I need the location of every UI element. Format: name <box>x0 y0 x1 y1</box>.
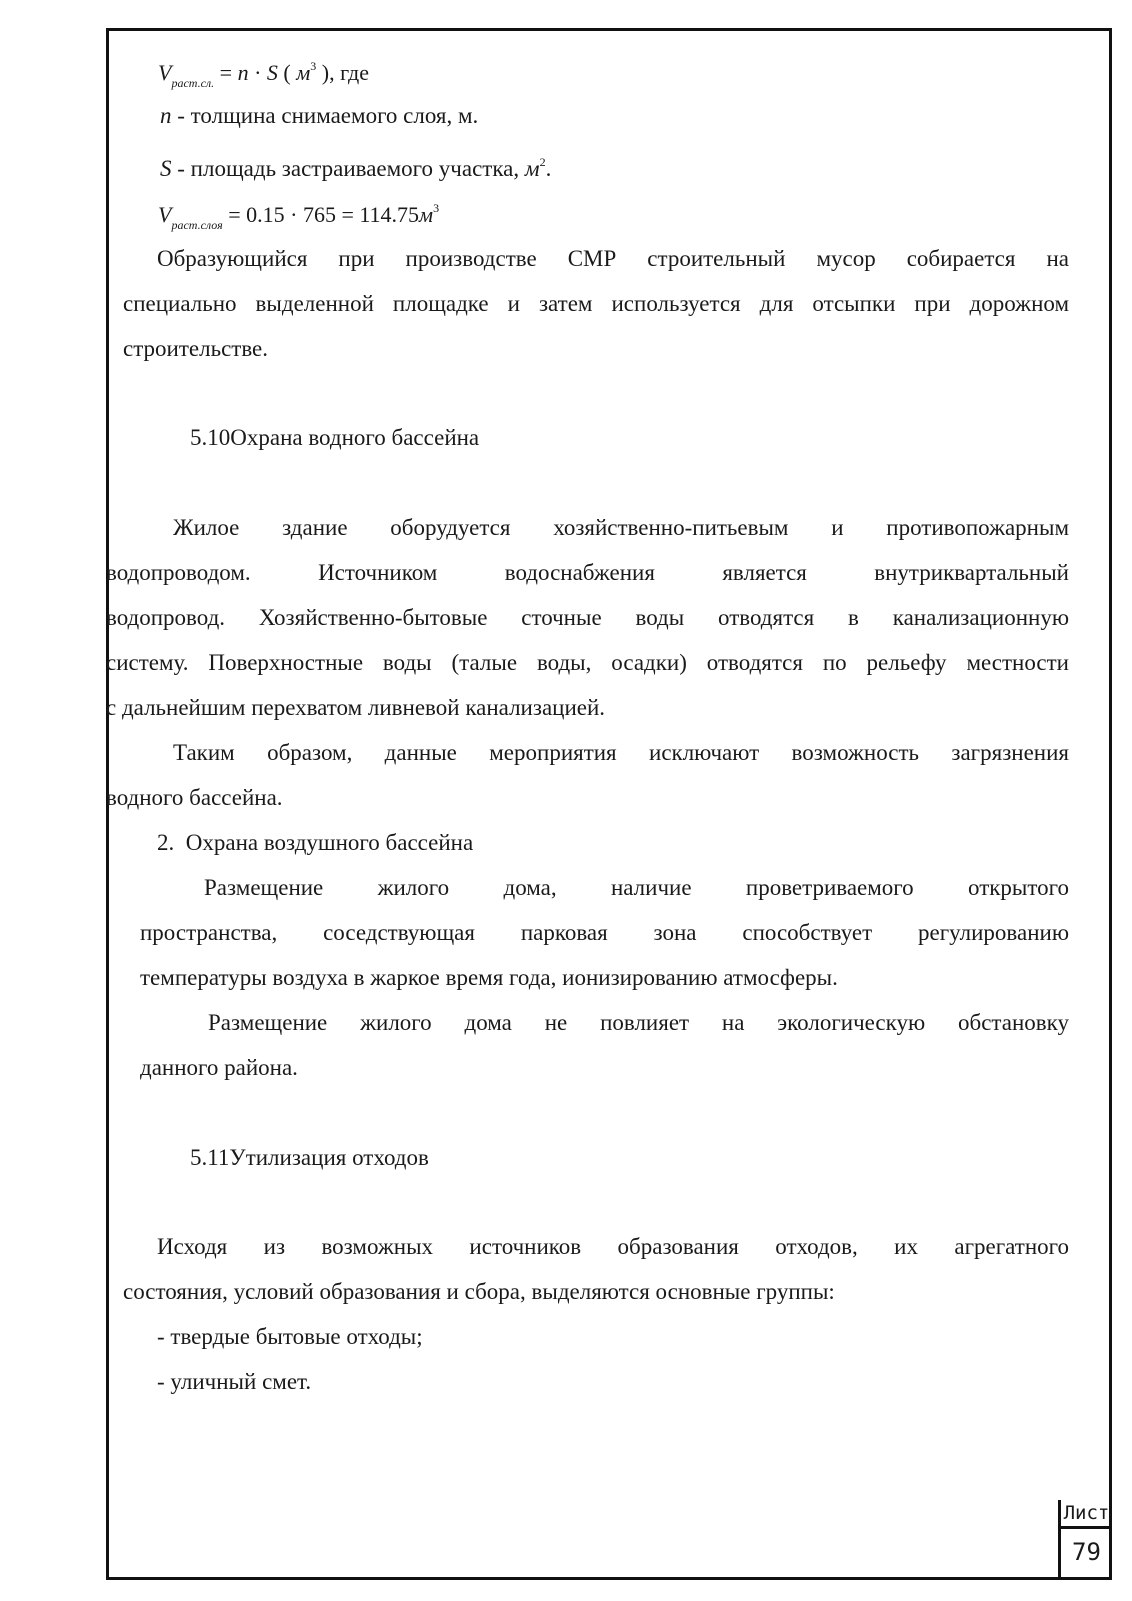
paragraph-line: Жилое здание оборудуется хозяйственно-питьевым и противопожарным <box>173 515 1069 540</box>
paragraph-line: состояния, условий образования и сбора, выделяются основные группы: <box>123 1279 835 1304</box>
formula-volume: $V_{раст.сл.} = n \cdot S$ ( $м^3$ ), где <box>158 59 369 90</box>
definition-s: S - площадь застраиваемого участка, $м^2$. <box>160 155 552 181</box>
sheet-stamp <box>1058 1500 1112 1580</box>
paragraph-line: строительстве. <box>123 336 269 361</box>
paragraph-line: с дальнейшим перехватом ливневой канализацией. <box>106 695 606 720</box>
section-heading: 5.11Утилизация отходов <box>190 1145 429 1170</box>
section-heading: 5.10Охрана водного бассейна <box>190 425 480 450</box>
section-heading: 2. Охрана воздушного бассейна <box>157 830 474 855</box>
paragraph-line: Размещение жилого дома не повлияет на экологическую обстановку <box>208 1010 1069 1035</box>
list-item: - твердые бытовые отходы; <box>157 1324 423 1349</box>
list-item: - уличный смет. <box>157 1369 312 1394</box>
sheet-label: Лист <box>1061 1500 1112 1529</box>
page-number: 79 <box>1072 1538 1101 1566</box>
paragraph-line: Размещение жилого дома, наличие проветриваемого открытого <box>204 875 1069 900</box>
paragraph-line: специально выделенной площадке и затем используется для отсыпки при дорожном <box>123 291 1069 316</box>
paragraph-line: Исходя из возможных источников образования отходов, их агрегатного <box>157 1234 1069 1259</box>
paragraph-line: температуры воздуха в жаркое время года, ионизированию атмосферы. <box>140 965 838 990</box>
paragraph-line: Таким образом, данные мероприятия исключают возможность загрязнения <box>173 740 1069 765</box>
paragraph-line: пространства, соседствующая парковая зона способствует регулированию <box>140 920 1069 945</box>
paragraph-line: водного бассейна. <box>106 785 283 810</box>
paragraph-line: Образующийся при производстве СМР строительный мусор собирается на <box>157 246 1069 271</box>
definition-n: n - толщина снимаемого слоя, м. <box>160 103 479 128</box>
formula-result: $V_{раст.слоя} = 0.15 \cdot 765 = 114.75м^3$ <box>158 201 440 232</box>
paragraph-line: данного района. <box>140 1055 298 1080</box>
paragraph-line: систему. Поверхностные воды (талые воды, осадки) отводятся по рельефу местности <box>106 650 1069 675</box>
paragraph-line: водопроводом. Источником водоснабжения является внутриквартальный <box>106 560 1069 585</box>
paragraph-line: водопровод. Хозяйственно-бытовые сточные воды отводятся в канализационную <box>106 605 1069 630</box>
